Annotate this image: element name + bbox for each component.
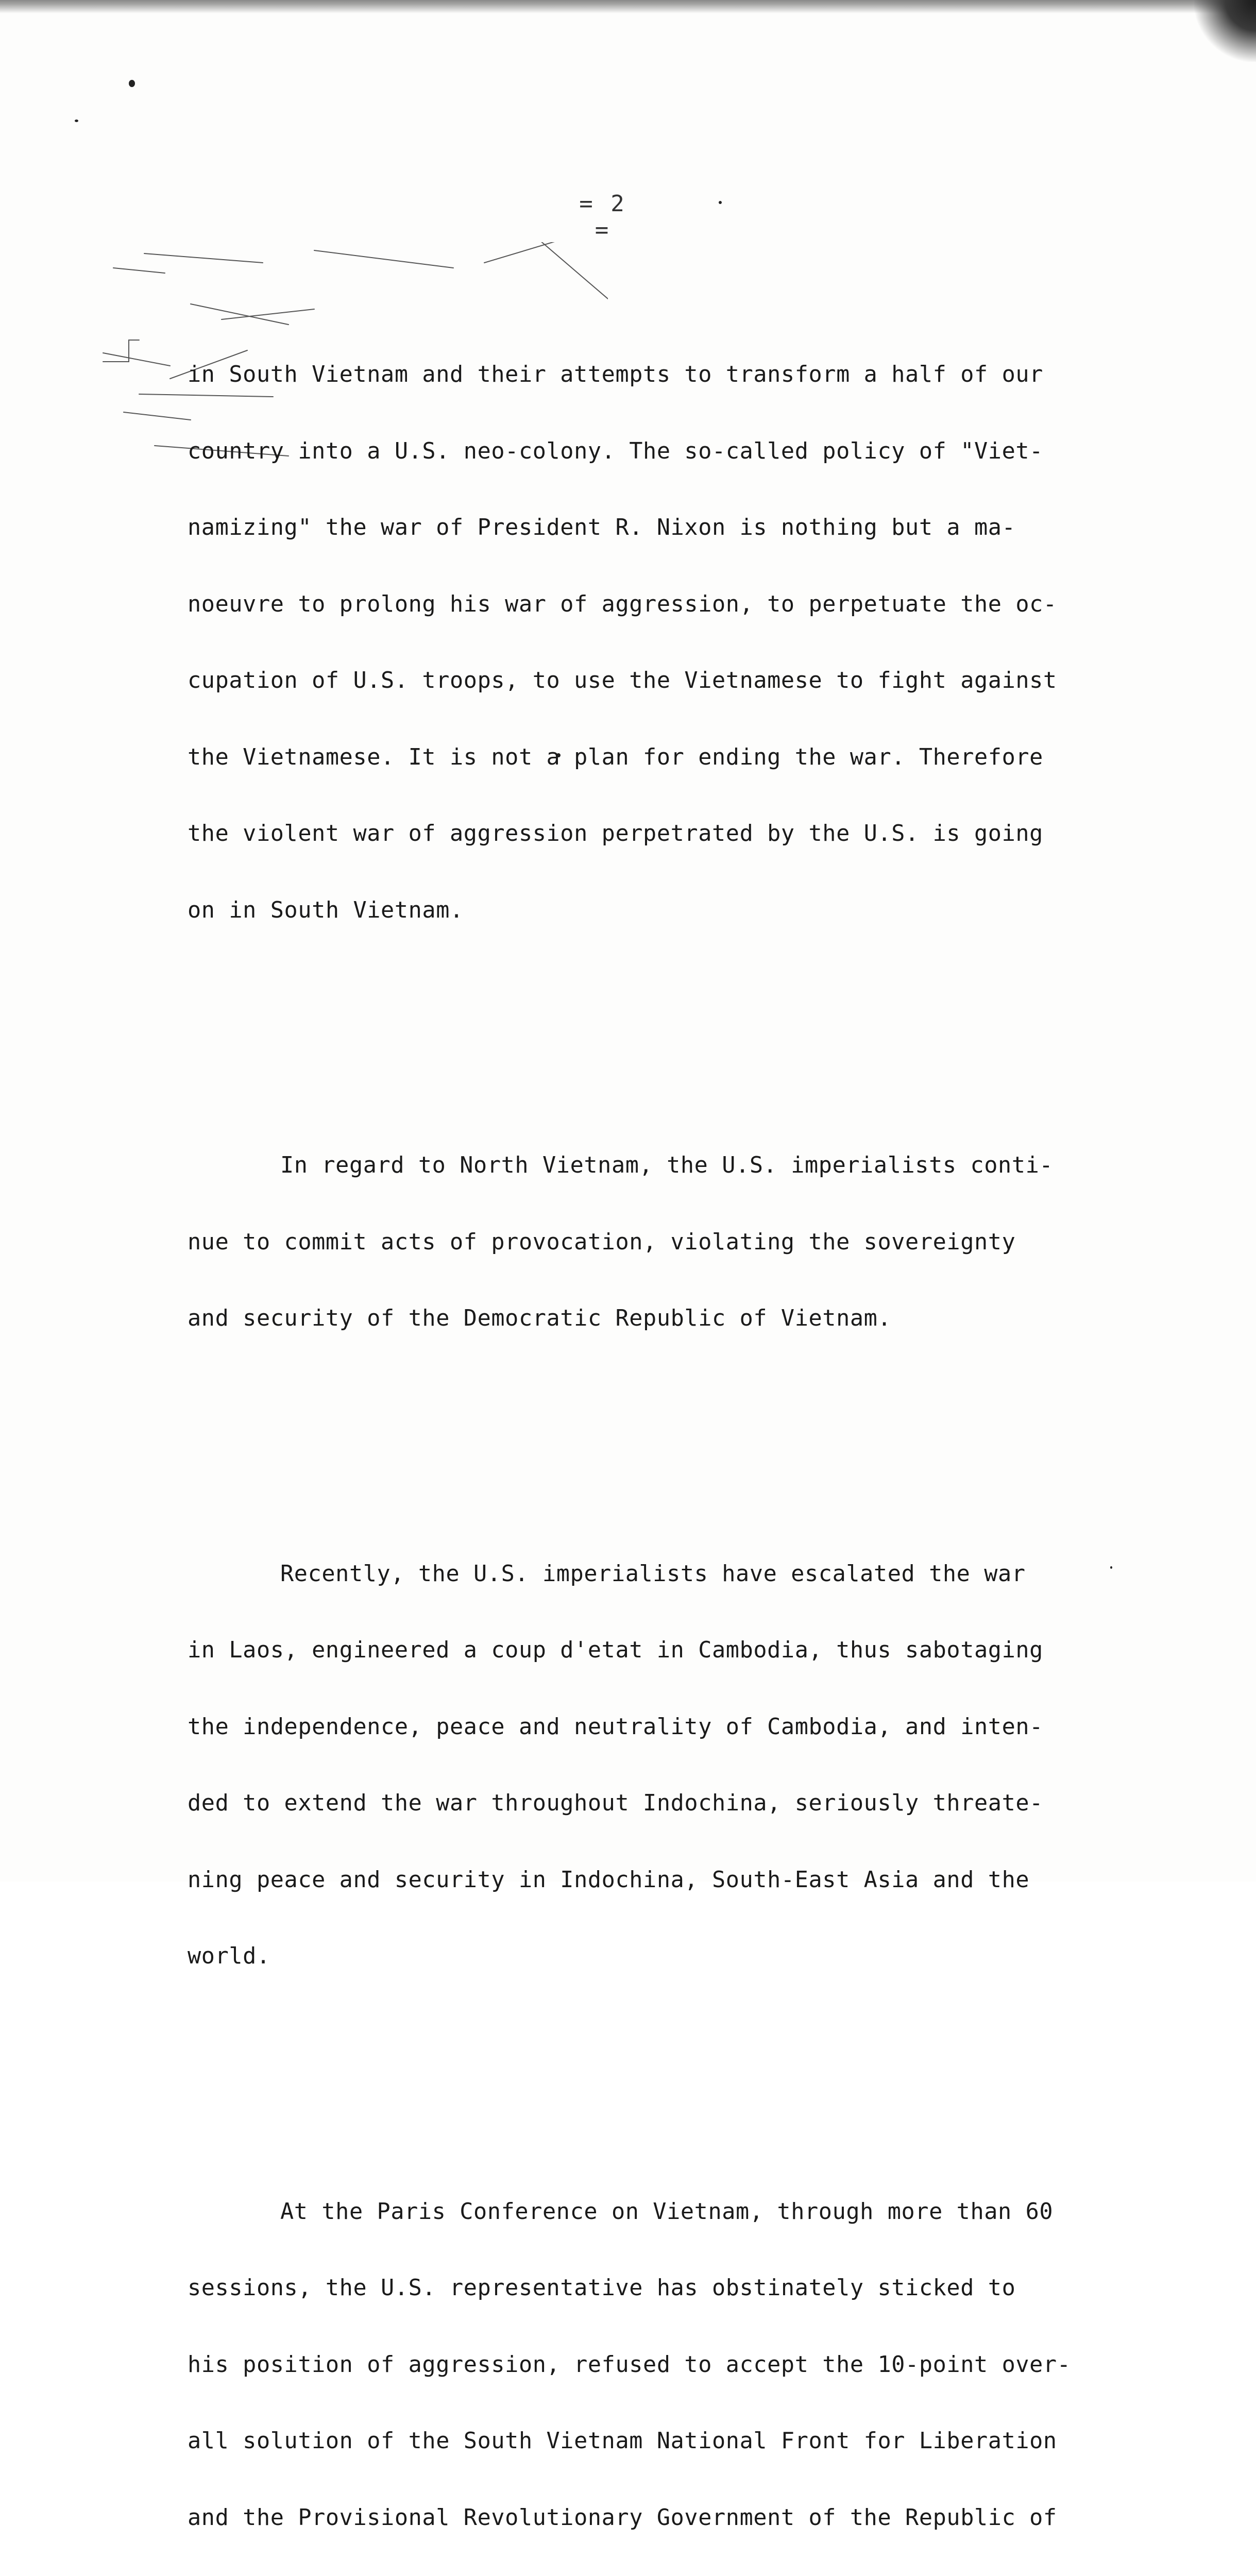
- text-line: nue to commit acts of provocation, violating the sovereignty: [188, 1230, 1156, 1256]
- paragraph: [188, 311, 1156, 974]
- text-line: In regard to North Vietnam, the U.S. imperialists conti-: [188, 1153, 1156, 1179]
- text-line: country into a U.S. neo-colony. The so-called policy of "Viet-: [188, 439, 1156, 465]
- scan-edge-shadow: [0, 0, 1256, 13]
- text-line: namizing" the war of President R. Nixon is nothing but a ma-: [188, 515, 1156, 541]
- text-line: ning peace and security in Indochina, South-East Asia and the: [188, 1868, 1156, 1893]
- text-line: all solution of the South Vietnam National Front for Liberation: [188, 2429, 1156, 2454]
- text-line: and the Provisional Revolutionary Government of the Republic of: [188, 2505, 1156, 2531]
- text-line: on in South Vietnam.: [188, 898, 1156, 924]
- document-body: [188, 260, 1156, 2576]
- text-line: the independence, peace and neutrality of Cambodia, and inten-: [188, 1715, 1156, 1740]
- scan-speck: [129, 80, 135, 87]
- text-line: cupation of U.S. troops, to use the Vietnamese to fight against: [188, 668, 1156, 694]
- scan-corner-shadow: [1194, 0, 1256, 62]
- page-number: = 2 =: [572, 191, 634, 243]
- text-line: Recently, the U.S. imperialists have escalated the war: [188, 1562, 1156, 1587]
- text-line: his position of aggression, refused to accept the 10-point over-: [188, 2352, 1156, 2378]
- text-line: sessions, the U.S. representative has obstinately sticked to: [188, 2276, 1156, 2301]
- text-line: and security of the Democratic Republic of Vietnam.: [188, 1306, 1156, 1332]
- paragraph: [188, 1511, 1156, 2021]
- text-line: At the Paris Conference on Vietnam, through more than 60: [188, 2199, 1156, 2225]
- paragraph: [188, 1102, 1156, 1383]
- text-line: in Laos, engineered a coup d'etat in Cambodia, thus sabotaging: [188, 1638, 1156, 1664]
- scan-speck: [719, 201, 722, 204]
- paragraph: [188, 2148, 1156, 2576]
- text-line: noeuvre to prolong his war of aggression, to perpetuate the oc-: [188, 592, 1156, 618]
- text-line: the violent war of aggression perpetrated by the U.S. is going: [188, 821, 1156, 847]
- scan-speck: [75, 120, 78, 122]
- text-line: the Vietnamese. It is not a plan for ending the war. Therefore: [188, 745, 1156, 771]
- text-line: ded to extend the war throughout Indochina, seriously threate-: [188, 1791, 1156, 1817]
- text-line: world.: [188, 1944, 1156, 1970]
- text-line: in South Vietnam and their attempts to transform a half of our: [188, 362, 1156, 388]
